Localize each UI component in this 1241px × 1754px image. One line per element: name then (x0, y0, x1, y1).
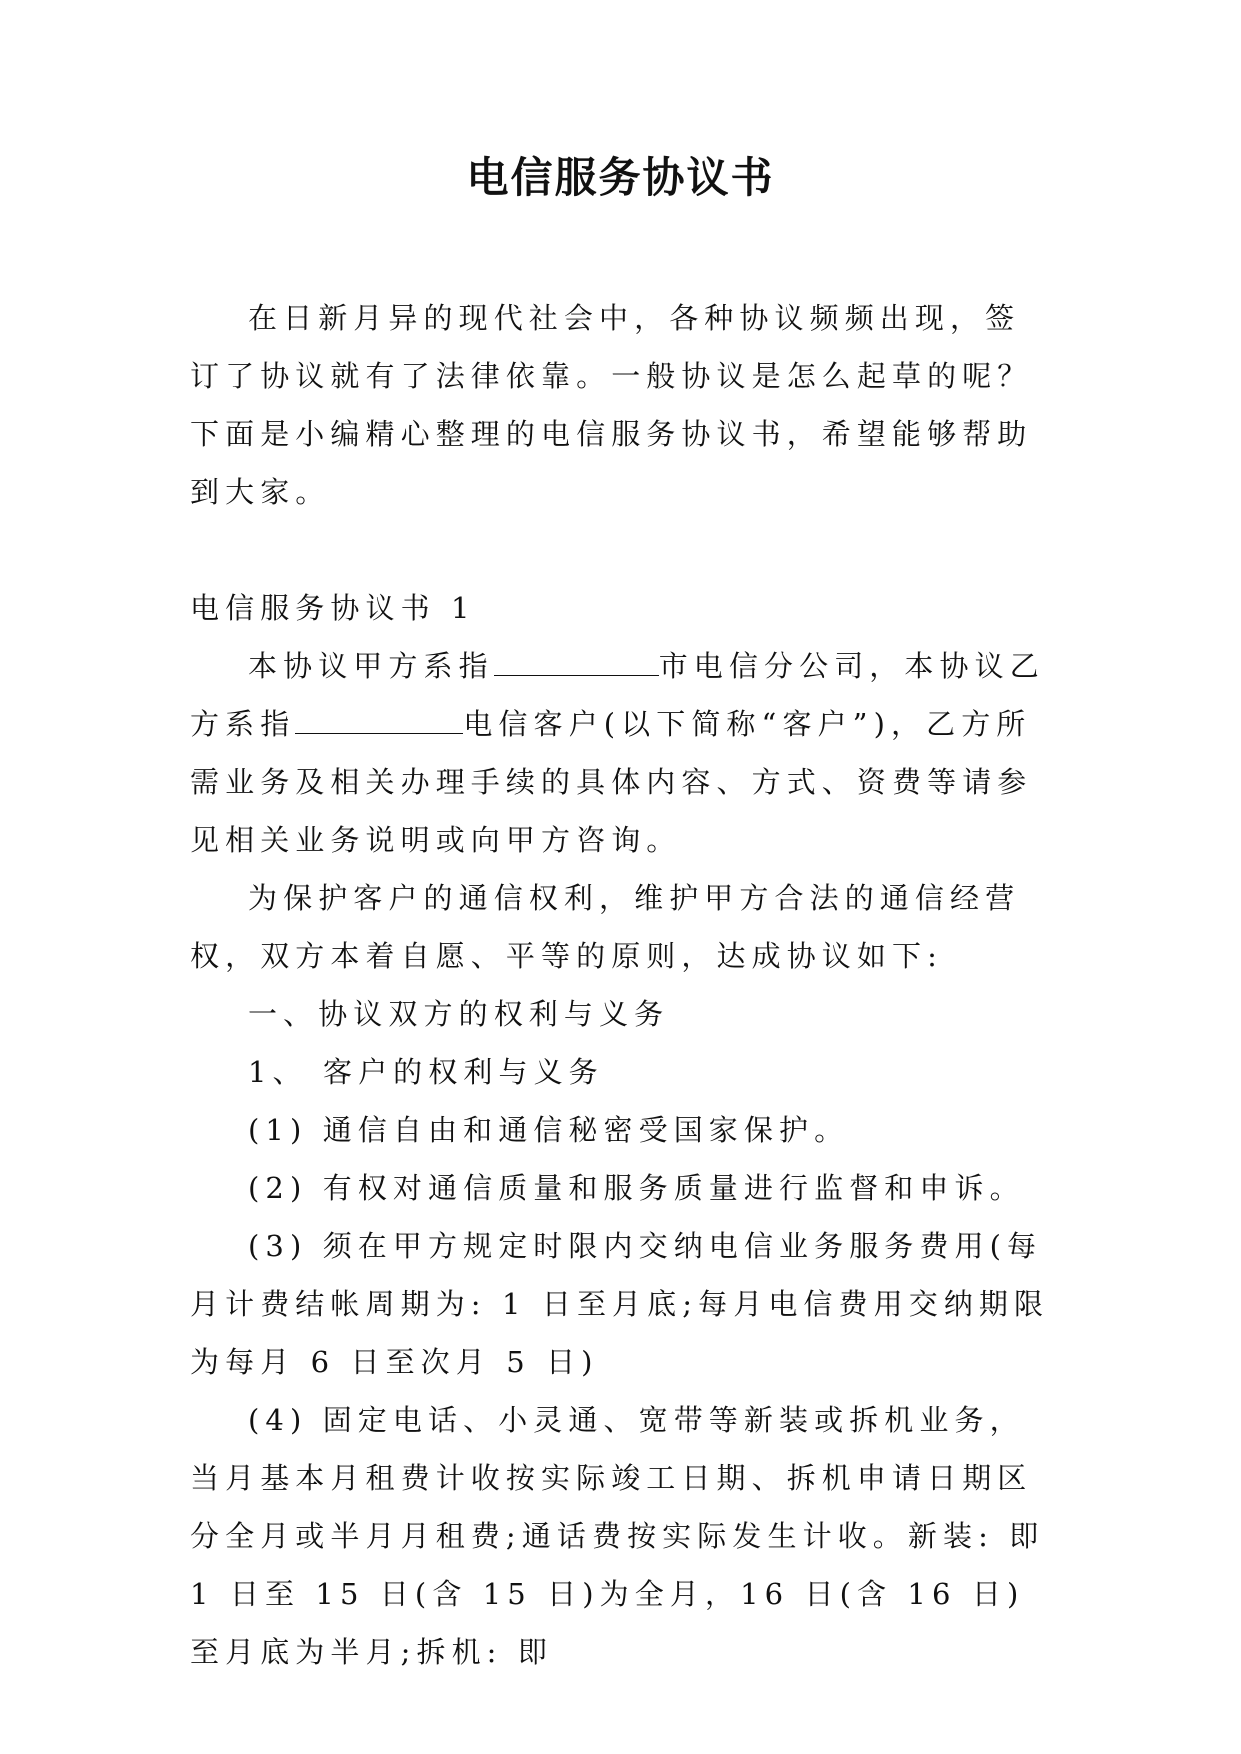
clause-heading-1-1: 1、 客户的权利与义务 (248, 1055, 604, 1089)
intro-paragraph: 在日新月异的现代社会中，各种协议频频出现，签订了协议就有了法律依靠。一般协议是怎么起草的呢？下面是小编精心整理的电信服务协议书，希望能够帮助到大家。 (190, 301, 1033, 509)
document-body (190, 289, 1052, 1681)
clause-item-4: (4) 固定电话、小灵通、宽带等新装或拆机业务，当月基本月租费计收按实际竣工日期、拆机申请日期区分全月或半月月租费;通话费按实际发生计收。新装: 即 1 日至 15 日(含 15 日)为全月，16 日(含 16 日)至月底为半月;拆机: 即 (190, 1403, 1045, 1669)
clause-item-1: (1) 通信自由和通信秘密受国家保护。 (248, 1113, 850, 1147)
party-text-b: 市电信分公司，本协议乙方系指 (190, 649, 1045, 741)
party-text-c: 电信客户(以下简称“客户”)，乙方所需业务及相关办理手续的具体内容、方式、资费等请参见相关业务说明或向甲方咨询。 (190, 707, 1033, 857)
clause-item-2: (2) 有权对通信质量和服务质量进行监督和申诉。 (248, 1171, 1025, 1205)
purpose-paragraph: 为保护客户的通信权利，维护甲方合法的通信经营权，双方本着自愿、平等的原则，达成协议如下: (190, 881, 1021, 973)
party-paragraph (190, 637, 1052, 869)
party-b-blank (295, 705, 463, 734)
clause-item-3: (3) 须在甲方规定时限内交纳电信业务服务费用(每月计费结帐周期为: 1 日至月底;每月电信费用交纳期限为每月 6 日至次月 5 日) (190, 1229, 1050, 1379)
clause-heading-1: 一、协议双方的权利与义务 (248, 997, 670, 1031)
party-a-blank (494, 647, 659, 676)
document-title: 电信服务协议书 (466, 153, 775, 202)
party-text-a: 本协议甲方系指 (248, 649, 494, 683)
paragraph-spacer (190, 521, 1052, 579)
section-heading: 电信服务协议书 1 (190, 591, 476, 625)
